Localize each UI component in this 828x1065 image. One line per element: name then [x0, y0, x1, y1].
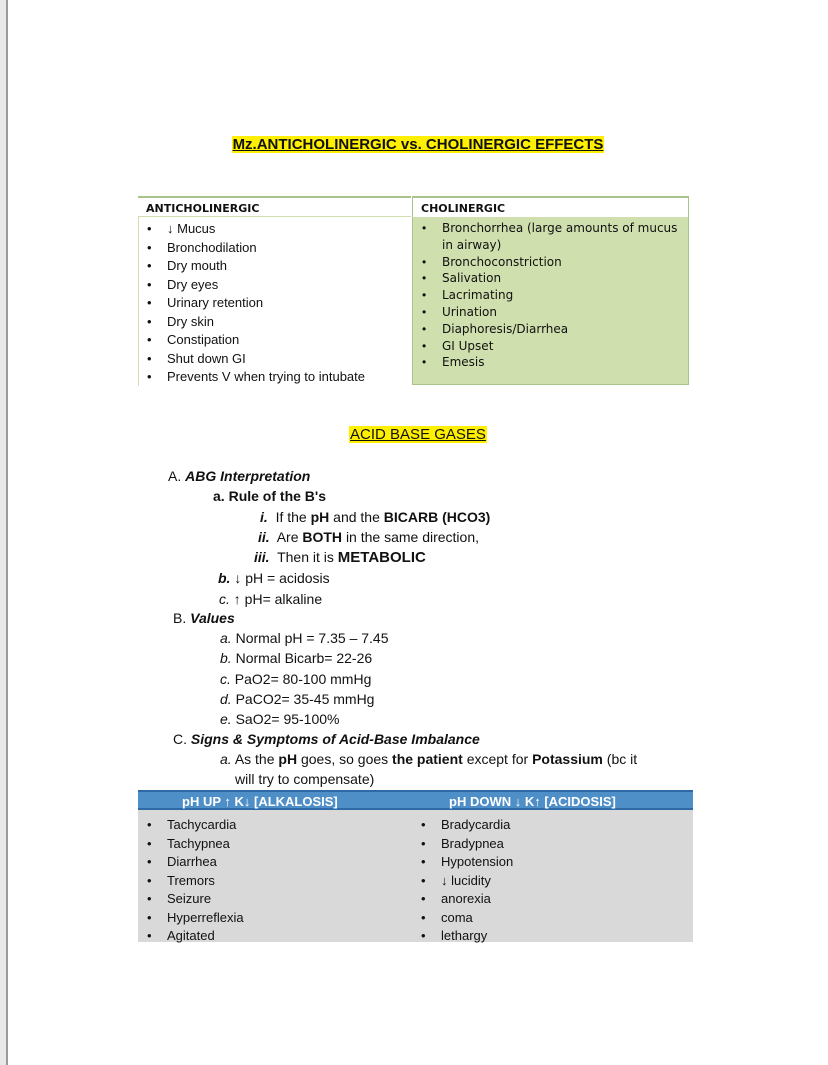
outline-a-a-iii [254, 547, 426, 568]
outline-text: ↓ pH = acidosis [234, 570, 330, 586]
outline-c-a-continued [235, 769, 374, 789]
outline-text: Normal pH = 7.35 – 7.45 [235, 630, 389, 646]
outline-marker: i. [260, 509, 268, 525]
outline-marker: a. [220, 751, 232, 767]
outline-text: Are [276, 529, 299, 545]
outline-heading: Signs & Symptoms of Acid-Base Imbalance [190, 731, 480, 747]
outline-text: BOTH [302, 529, 343, 545]
outline-marker: C. [173, 731, 187, 747]
outline-text: Normal Bicarb= 22-26 [235, 650, 373, 666]
outline-text: PaCO2= 35-45 mmHg [235, 691, 375, 707]
outline-a [168, 466, 310, 486]
list-item: • Dry skin [138, 313, 365, 332]
acidosis-list [412, 816, 513, 946]
alkalosis-list [138, 816, 244, 946]
outline-marker: a. [213, 488, 225, 504]
list-item: • Urinary retention [138, 294, 365, 313]
outline-text: goes, so goes [300, 751, 389, 767]
outline-a-a-i [260, 507, 490, 527]
list-item: • ↓ lucidity [412, 872, 513, 891]
list-item: • Bronchodilation [138, 239, 365, 258]
list-item: • Emesis [413, 354, 688, 371]
list-item: • Bronchorrhea (large amounts of mucus in airway) [413, 220, 688, 254]
list-item: • Bradycardia [412, 816, 513, 835]
outline-marker: B. [173, 610, 187, 626]
outline-text: except for [466, 751, 529, 767]
list-item: • Prevents V when trying to intubate [138, 368, 365, 387]
outline-marker: e. [220, 711, 232, 727]
list-item: • Lacrimating [413, 287, 688, 304]
outline-marker: A. [168, 468, 182, 484]
outline-a-a-ii [258, 527, 479, 547]
outline-text: Then it is [277, 549, 334, 565]
list-item: • ↓ Mucus [138, 220, 365, 239]
outline-c-a [220, 749, 637, 769]
value-item [220, 648, 372, 668]
outline-a-b [218, 568, 330, 588]
cholinergic-column [412, 196, 689, 385]
outline-marker: c. [220, 671, 231, 687]
outline-text: pH [310, 509, 330, 525]
outline-a-c [219, 589, 322, 609]
cholinergic-list [413, 220, 688, 371]
cholinergic-comparison-table [138, 196, 688, 384]
list-item: • Shut down GI [138, 350, 365, 369]
document-title-wrap [8, 136, 828, 154]
list-item: • Dry eyes [138, 276, 365, 295]
outline-text: METABOLIC [337, 549, 426, 566]
section-title-wrap [8, 426, 828, 444]
list-item: • GI Upset [413, 338, 688, 355]
list-item: • Salivation [413, 270, 688, 287]
list-item: • lethargy [412, 927, 513, 946]
list-item: • Diarrhea [138, 853, 244, 872]
anticholinergic-column [138, 196, 411, 386]
outline-text: If the [275, 509, 307, 525]
outline-text: will try to compensate) [235, 771, 375, 787]
ph-table-header [138, 790, 693, 810]
list-item: • anorexia [412, 890, 513, 909]
outline-a-a [213, 486, 326, 506]
value-item [220, 689, 374, 709]
outline-marker: d. [220, 691, 232, 707]
anticholinergic-list [138, 220, 365, 387]
header-divider [138, 216, 411, 217]
outline-heading: Values [190, 610, 235, 626]
outline-b [173, 608, 235, 628]
anticholinergic-header: ANTICHOLINERGIC [146, 202, 260, 215]
list-item: • Bronchoconstriction [413, 254, 688, 271]
cholinergic-header: CHOLINERGIC [421, 202, 506, 215]
outline-text: in the same direction, [345, 529, 480, 545]
list-item: • Constipation [138, 331, 365, 350]
value-item [220, 669, 371, 689]
value-item [220, 709, 339, 729]
outline-text: As the [234, 751, 275, 767]
document-title: Mz.ANTICHOLINERGIC vs. CHOLINERGIC EFFECTS [232, 136, 604, 153]
list-item: • Agitated [138, 927, 244, 946]
outline-marker: iii. [254, 549, 270, 565]
outline-text: and the [333, 509, 380, 525]
outline-text: (bc it [606, 751, 638, 767]
list-item: • Hyperreflexia [138, 909, 244, 928]
outline-c [173, 729, 480, 749]
alkalosis-header: pH UP ↑ K↓ [ALKALOSIS] [182, 794, 338, 809]
outline-text: Rule of the B's [228, 488, 327, 504]
list-item: • Dry mouth [138, 257, 365, 276]
outline-text: ↑ pH= alkaline [233, 591, 323, 607]
value-item [220, 628, 389, 648]
list-item: • coma [412, 909, 513, 928]
section-title: ACID BASE GASES [350, 426, 486, 443]
list-item: • Diaphoresis/Diarrhea [413, 321, 688, 338]
list-item: • Urination [413, 304, 688, 321]
list-item: • Tremors [138, 872, 244, 891]
list-item: • Seizure [138, 890, 244, 909]
outline-heading: ABG Interpretation [185, 468, 311, 484]
outline-marker: b. [220, 650, 232, 666]
list-item: • Hypotension [412, 853, 513, 872]
outline-text: Potassium [532, 751, 603, 767]
ph-table [138, 790, 693, 942]
list-item: • Bradypnea [412, 835, 513, 854]
outline-marker: ii. [258, 529, 270, 545]
outline-text: the patient [392, 751, 463, 767]
outline-marker: c. [219, 591, 230, 607]
outline-marker: a. [220, 630, 232, 646]
list-item: • Tachypnea [138, 835, 244, 854]
outline-text: pH [278, 751, 298, 767]
outline-marker: b. [218, 570, 231, 586]
acidosis-header: pH DOWN ↓ K↑ [ACIDOSIS] [449, 794, 616, 809]
document-page [6, 0, 828, 1065]
outline-text: SaO2= 95-100% [235, 711, 340, 727]
outline-text: BICARB (HCO3) [383, 509, 491, 525]
outline-text: PaO2= 80-100 mmHg [234, 671, 372, 687]
list-item: • Tachycardia [138, 816, 244, 835]
